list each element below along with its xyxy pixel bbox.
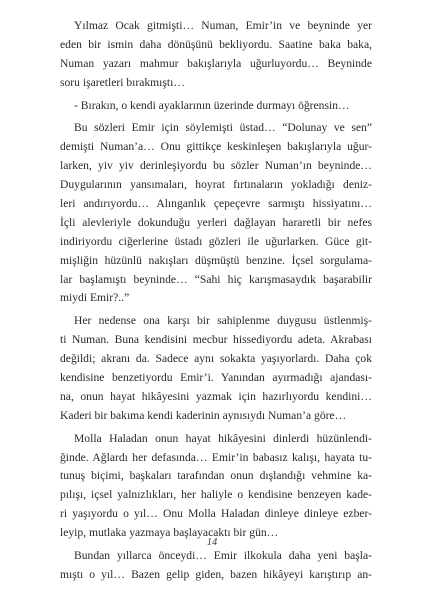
text-line: Yılmaz Ocak gitmişti… Numan, Emir’in ve beyninde yer <box>74 19 372 32</box>
text-line: lar başlamıştı beyninde… “Sahi hiç karışmasaydık başarabilir <box>60 272 372 286</box>
text-line: tunuş biçimi, başkaları tarafından onun dışlandığı vehmine ka- <box>60 469 372 483</box>
text-line: pılışı, içsel yalnızlıkları, her haliyle o kendisine benzeyen kade- <box>60 488 372 502</box>
text-line: leyip, mutlaka yazmaya başlayacaktı bir gün… <box>60 526 279 540</box>
paragraph <box>60 17 372 93</box>
text-line: indiriyordu ciğerlerine üstadı gözleri ile uğurlarken. Güce git- <box>60 234 372 248</box>
text-line: kendisine benzetiyordu Emir’i. Yanından ayırmadığı ajandası- <box>60 371 372 385</box>
text-line: Molla Haladan onun hayat hikâyesini dinlerdi hüzünlendi- <box>74 431 372 445</box>
text-line: ğinde. Ağlardı her defasında… Emir’in babasız kalışı, hayata tu- <box>60 450 372 464</box>
text-line: İçli alevleriyle dokunduğu yerleri dağlayan hararetli bir nefes <box>60 215 372 229</box>
text-line: Numan yazarı mahmur bakışlarıyla uğurluyordu… Beyninde <box>60 56 372 70</box>
text-line: Kaderi bir bakıma kendi kaderinin aynısıydı Numan’a göre… <box>60 408 347 422</box>
text-line: Duygularının yansımaları, hoyrat fırtınaların yokladığı deniz- <box>60 178 372 192</box>
body-text <box>60 17 372 589</box>
page-number: 14 <box>206 537 218 548</box>
paragraph <box>60 547 372 585</box>
text-line: demişti Numan’a… Onu gittikçe keskinleşen bakışlarıyla uğur- <box>60 140 372 154</box>
text-line: mişliğin hüzünlü nakışları düşmüştü benzine. İçsel sorgulama- <box>60 253 372 267</box>
text-line: Bundan yıllarca önceydi… Emir ilkokula daha yeni başla- <box>74 549 372 563</box>
text-line: mıştı o yıl… Bazen gelip giden, bazen hikâyeyi karıştırıp an- <box>60 567 372 581</box>
text-line: ti Numan. Buna kendisini mecbur hissediyordu adeta. Akrabası <box>60 333 372 347</box>
text-line: na, onun hayat hikâyesini yazmak için hazırlıyordu kendini… <box>60 389 372 403</box>
text-line: Bu sözleri Emir için söylemişti üstad… “Dolunay ve sen” <box>74 121 372 135</box>
text-line: larken, yiv yiv derinleşiyordu bu sözler Numan’ın beyninde… <box>60 159 372 173</box>
paragraph <box>60 312 372 425</box>
paragraph <box>60 97 372 116</box>
paragraph <box>60 430 372 543</box>
text-line: miydi Emir?..” <box>60 291 130 305</box>
paragraph <box>60 119 372 308</box>
text-line: Her nedense ona karşı bir sahiplenme duygusu üstlenmiş- <box>74 314 372 328</box>
text-line: leri andırıyordu… Alınganlık çepeçevre sarmıştı hissiyatını… <box>60 197 372 211</box>
text-line: eden bir ismin daha dönüşünü bekliyordu. Saatine baka baka, <box>60 37 372 51</box>
text-line: soru işaretleri bırakmıştı… <box>60 75 185 89</box>
text-line: değildi; akranı da. Sadece aynı sokakta yaşıyorlardı. Daha çok <box>60 352 372 366</box>
text-line: - Bırakın, o kendi ayaklarının üzerinde durmayı öğrensin… <box>74 98 350 112</box>
text-line: ri yaşıyordu o yıl… Onu Molla Haladan dinleye dinleye ezber- <box>60 507 372 521</box>
